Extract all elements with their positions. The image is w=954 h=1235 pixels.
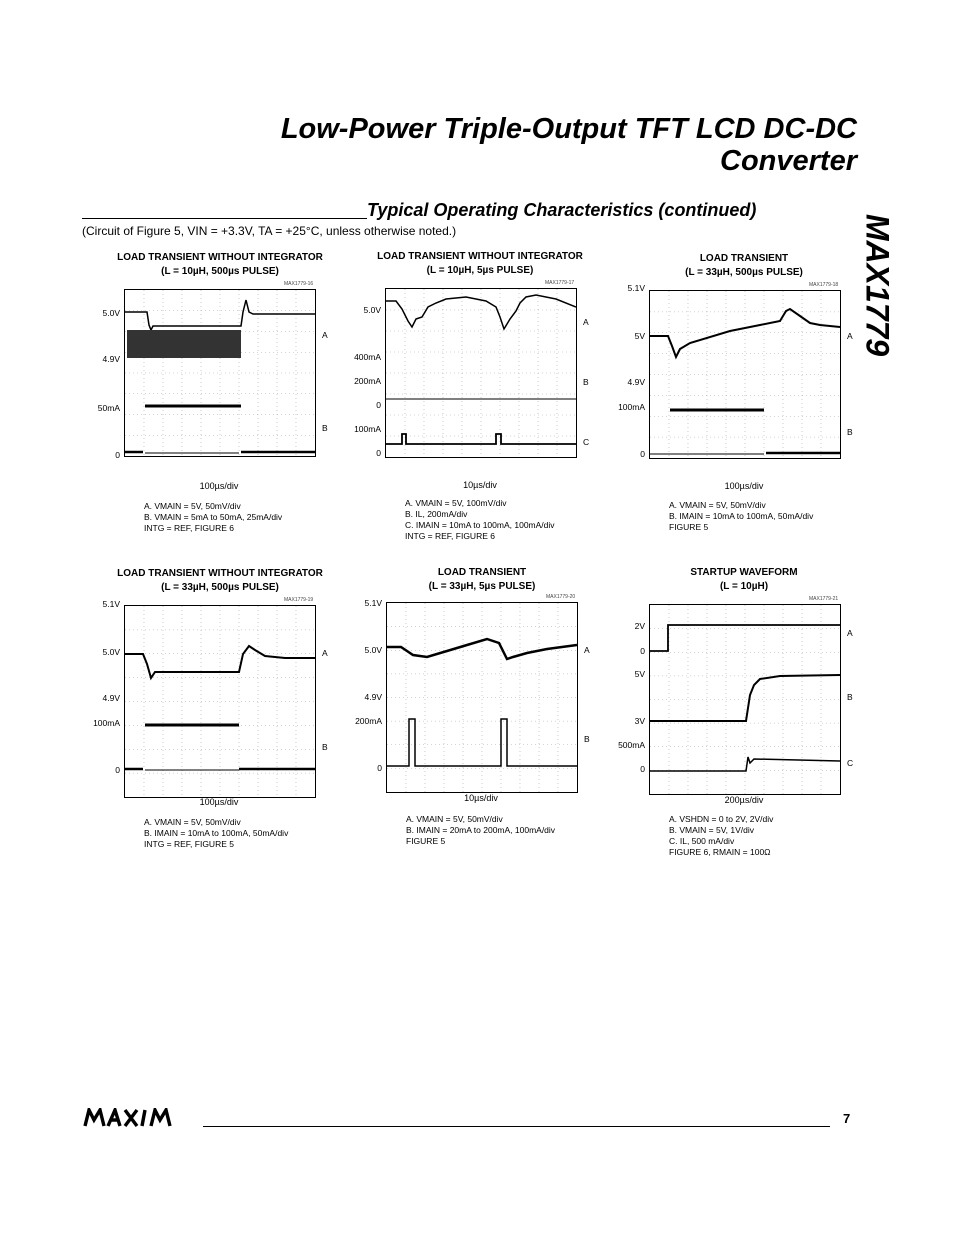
trace-label: C (847, 758, 854, 768)
trace-label: A (322, 648, 328, 658)
chart-note: B. IL, 200mA/div (405, 509, 468, 519)
trace-label: A (584, 645, 590, 655)
chart-note: A. VMAIN = 5V, 50mV/div (144, 501, 241, 511)
y-axis-label: 0 (115, 450, 120, 460)
time-base-label: 100µs/div (199, 481, 239, 491)
scope-plot (387, 603, 577, 792)
chart-notes (669, 814, 773, 858)
chart-note: A. VMAIN = 5V, 50mV/div (406, 814, 503, 824)
y-axis-label: 100mA (618, 402, 645, 412)
trace (125, 300, 315, 330)
trace-label: A (322, 330, 328, 340)
chart-id: MAX1779-18 (809, 282, 839, 288)
y-axis-label: 3V (634, 716, 645, 726)
y-axis-label: 0 (376, 400, 381, 410)
trace (386, 295, 576, 329)
chart-note: B. VMAIN = 5mA to 50mA, 25mA/div (144, 512, 283, 522)
chart-id: MAX1779-16 (284, 281, 314, 287)
chart-title (100, 251, 340, 279)
y-axis-label: 5.0V (363, 305, 381, 315)
chart-note: A. VMAIN = 5V, 100mV/div (405, 498, 507, 508)
scope-plot (650, 291, 840, 458)
trace-label: B (584, 734, 590, 744)
trace-label: B (583, 377, 589, 387)
y-axis-label: 5.0V (102, 308, 120, 318)
y-axis-label: 5.1V (364, 598, 382, 608)
oscilloscope-screen (649, 604, 841, 795)
trace-label: A (847, 628, 853, 638)
chart-note: A. VSHDN = 0 to 2V, 2V/div (669, 814, 774, 824)
time-base-label: 10µs/div (463, 480, 497, 490)
chart-title-line: LOAD TRANSIENT WITHOUT INTEGRATOR (377, 251, 583, 262)
y-axis-label: 0 (640, 764, 645, 774)
y-axis-label: 100mA (354, 424, 381, 434)
chart-title (360, 250, 600, 278)
page-number: 7 (843, 1111, 851, 1126)
y-axis-label: 200mA (355, 716, 382, 726)
time-base-label: 100µs/div (724, 481, 764, 491)
chart-title-line: LOAD TRANSIENT WITHOUT INTEGRATOR (117, 252, 323, 263)
chart-notes (405, 498, 555, 542)
chart-title-line: LOAD TRANSIENT (437, 567, 527, 578)
time-base-label: 10µs/div (464, 793, 498, 803)
chart-note: INTG = REF, FIGURE 6 (144, 523, 234, 533)
chart-note: B. VMAIN = 5V, 1V/div (669, 825, 754, 835)
chart-title-line: LOAD TRANSIENT WITHOUT INTEGRATOR (117, 568, 323, 579)
trace (650, 757, 840, 771)
chart-subtitle-line: (L = 10µH, 5µs PULSE) (426, 265, 534, 276)
time-base-label: 200µs/div (724, 795, 764, 805)
chart-note: FIGURE 6, RMAIN = 100Ω (669, 847, 771, 857)
maxim-logo (82, 1108, 190, 1128)
trace-label: C (583, 437, 590, 447)
trace (387, 639, 577, 659)
y-axis-label: 5.1V (627, 283, 645, 293)
test-conditions: (Circuit of Figure 5, VIN = +3.3V, TA = +25°C, unless otherwise noted.) (82, 224, 457, 238)
chart-note: B. IMAIN = 10mA to 100mA, 50mA/div (669, 511, 814, 521)
y-axis-label: 4.9V (102, 693, 120, 703)
section-title: Typical Operating Characteristics (continued) (367, 200, 757, 220)
y-axis-label: 0 (115, 765, 120, 775)
y-axis-label: 400mA (354, 352, 381, 362)
oscilloscope-screen (649, 290, 841, 459)
y-axis-label: 2V (634, 621, 645, 631)
chart-note: INTG = REF, FIGURE 6 (405, 531, 495, 541)
chart-subtitle-line: (L = 10µH, 500µs PULSE) (161, 266, 279, 277)
chart-id: MAX1779-19 (284, 597, 314, 603)
oscilloscope-screen (385, 288, 577, 458)
y-axis-label: 50mA (97, 403, 120, 413)
scope-plot (125, 290, 315, 456)
y-axis-label: 100mA (93, 718, 120, 728)
chart-subtitle-line: (L = 33µH, 500µs PULSE) (685, 267, 803, 278)
chart-notes (406, 814, 555, 847)
chart-note: A. VMAIN = 5V, 50mV/div (669, 500, 766, 510)
chart-subtitle-line: (L = 33µH, 5µs PULSE) (428, 581, 536, 592)
y-axis-label: 0 (640, 646, 645, 656)
chart-id: MAX1779-17 (545, 280, 575, 286)
y-axis-label: 5.0V (364, 645, 382, 655)
chart-note: A. VMAIN = 5V, 50mV/div (144, 817, 241, 827)
y-axis-label: 0 (377, 763, 382, 773)
trace-label: B (322, 423, 328, 433)
oscilloscope-screen (386, 602, 578, 793)
chart-notes (144, 501, 282, 534)
chart-notes (669, 500, 813, 533)
section-rule (82, 218, 367, 219)
chart-title (362, 566, 602, 594)
chart-note: INTG = REF, FIGURE 5 (144, 839, 234, 849)
chart-note: FIGURE 5 (406, 836, 446, 846)
y-axis-label: 5.0V (102, 647, 120, 657)
chart-note: C. IL, 500 mA/div (669, 836, 735, 846)
chart-note: FIGURE 5 (669, 522, 709, 532)
y-axis-label: 200mA (354, 376, 381, 386)
chart-title-line: LOAD TRANSIENT (699, 253, 789, 264)
chart-id: MAX1779-20 (546, 594, 576, 600)
chart-note: B. IMAIN = 10mA to 100mA, 50mA/div (144, 828, 289, 838)
chart-title (624, 252, 864, 280)
y-axis-label: 500mA (618, 740, 645, 750)
part-number-side-label: MAX1779 (859, 213, 896, 357)
page-title: Low-Power Triple-Output TFT LCD DC-DC Converter (280, 113, 857, 177)
y-axis-label: 5.1V (102, 599, 120, 609)
trace-label: B (322, 742, 328, 752)
oscilloscope-screen (124, 289, 316, 457)
y-axis-label: 5V (634, 669, 645, 679)
footer-rule (203, 1126, 830, 1127)
chart-title (624, 566, 864, 594)
trace-band (127, 330, 241, 358)
trace-label: A (583, 317, 589, 327)
scope-plot (125, 606, 315, 797)
trace-label: B (847, 427, 853, 437)
y-axis-label: 4.9V (627, 377, 645, 387)
y-axis-label: 5V (634, 331, 645, 341)
scope-plot (386, 289, 576, 457)
chart-subtitle-line: (L = 10µH) (719, 581, 769, 592)
y-axis-label: 4.9V (102, 354, 120, 364)
chart-notes (144, 817, 288, 850)
chart-subtitle-line: (L = 33µH, 500µs PULSE) (161, 582, 279, 593)
chart-note: C. IMAIN = 10mA to 100mA, 100mA/div (405, 520, 555, 530)
y-axis-label: 4.9V (364, 692, 382, 702)
chart-id: MAX1779-21 (809, 596, 839, 602)
scope-plot (650, 605, 840, 794)
chart-title-line: STARTUP WAVEFORM (690, 567, 798, 578)
chart-title (100, 567, 340, 595)
y-axis-label: 0 (640, 449, 645, 459)
y-axis-label: 0 (376, 448, 381, 458)
trace (386, 434, 576, 444)
trace (387, 719, 577, 766)
trace-label: B (847, 692, 853, 702)
oscilloscope-screen (124, 605, 316, 798)
trace-label: A (847, 331, 853, 341)
chart-note: B. IMAIN = 20mA to 200mA, 100mA/div (406, 825, 556, 835)
time-base-label: 100µs/div (199, 797, 239, 807)
